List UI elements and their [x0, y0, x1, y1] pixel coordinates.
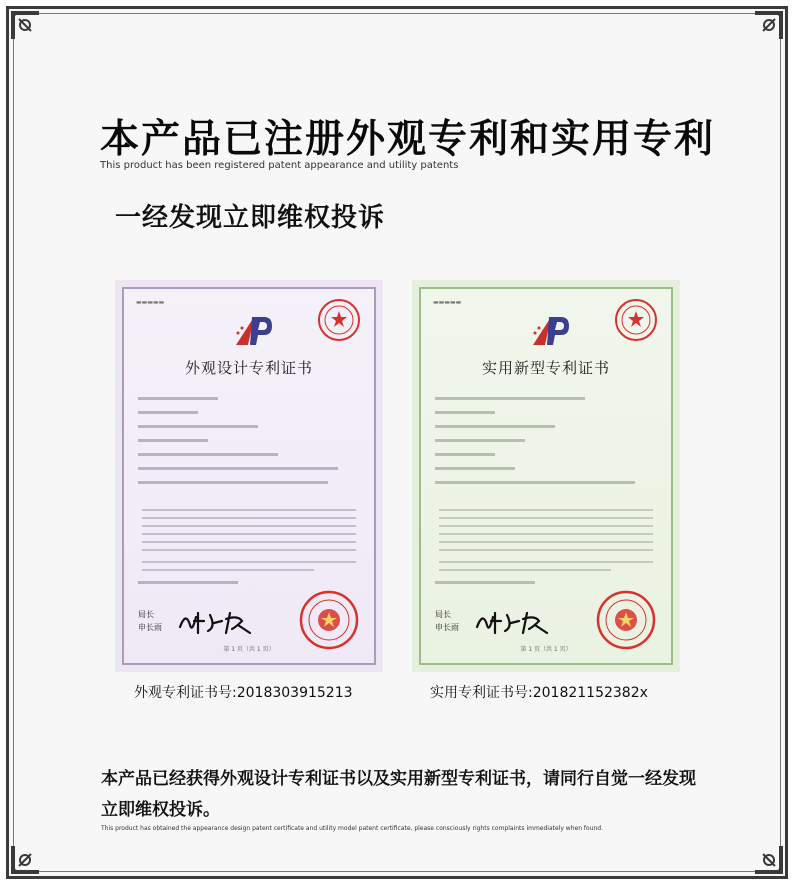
patent-office-logo-icon — [230, 311, 276, 351]
certificate-text-line — [142, 569, 314, 571]
certificate-field — [435, 397, 585, 400]
certificate-field — [435, 581, 535, 584]
corner-ornament-icon — [9, 9, 43, 43]
seal-stamp-icon — [316, 297, 362, 343]
footer-note-english: This product has obtained the appearance design patent certificate and utility model patent certificate, please consciously rights complaints immediately when found. — [101, 825, 604, 832]
seal-stamp-icon — [613, 297, 659, 343]
official-seal-icon — [298, 589, 360, 651]
certificate-text-line — [439, 549, 653, 551]
corner-ornament-icon — [751, 842, 785, 876]
certificate-number-line: ▬▬▬▬▬ — [433, 299, 462, 306]
certificate-text-line — [439, 569, 611, 571]
sign-title: 局长 — [138, 610, 154, 619]
certificate-field — [138, 581, 238, 584]
certificate-field — [138, 467, 338, 470]
certificate-field — [138, 397, 218, 400]
certificate-number-line: ▬▬▬▬▬ — [136, 299, 165, 306]
certificate-field — [435, 439, 525, 442]
certificate-text-line — [439, 561, 653, 563]
patent-office-logo-icon — [527, 311, 573, 351]
certificate-text-line — [439, 525, 653, 527]
sign-name: 申长雨 — [435, 623, 459, 632]
signature-icon — [473, 607, 553, 637]
sign-name: 申长雨 — [138, 623, 162, 632]
certificate-field — [435, 411, 495, 414]
corner-ornament-icon — [9, 842, 43, 876]
certificate-text-line — [142, 509, 356, 511]
certificate-text-line — [439, 509, 653, 511]
signature-icon — [176, 607, 256, 637]
certificate-page-number: 第 1 页（共 1 页） — [520, 646, 572, 653]
warning-heading: 一经发现立即维权投诉 — [115, 203, 386, 233]
certificate-text-line — [142, 525, 356, 527]
utility-certificate-number: 实用专利证书号:201821152382x — [430, 685, 648, 701]
certificate-title: 实用新型专利证书 — [481, 359, 610, 377]
certificate-field — [138, 453, 278, 456]
page-subtitle: This product has been registered patent appearance and utility patents — [100, 160, 459, 171]
design-certificate-number: 外观专利证书号:2018303915213 — [134, 685, 353, 701]
certificate-text-line — [142, 533, 356, 535]
certificate-field — [435, 467, 515, 470]
footer-note: 本产品已经获得外观设计专利证书以及实用新型专利证书，请同行自觉一经发现立即维权投诉。 — [101, 769, 696, 820]
certificate-field — [435, 425, 555, 428]
official-seal-icon — [595, 589, 657, 651]
certificate-field — [138, 481, 328, 484]
sign-title: 局长 — [435, 610, 451, 619]
certificate-field — [138, 425, 258, 428]
certificate-title: 外观设计专利证书 — [184, 359, 313, 377]
certificate-field — [435, 453, 495, 456]
certificate-field — [138, 411, 198, 414]
certificate-page-number: 第 1 页（共 1 页） — [223, 646, 275, 653]
certificate-border — [122, 287, 376, 665]
page-title: 本产品已注册外观专利和实用专利 — [100, 117, 716, 162]
corner-ornament-icon — [751, 9, 785, 43]
certificate-text-line — [439, 517, 653, 519]
design-patent-certificate — [115, 280, 383, 672]
certificate-text-line — [439, 533, 653, 535]
certificate-field — [435, 481, 635, 484]
certificate-text-line — [439, 541, 653, 543]
certificate-text-line — [142, 561, 356, 563]
certificate-text-line — [142, 541, 356, 543]
certificate-border — [419, 287, 673, 665]
certificate-text-line — [142, 517, 356, 519]
certificate-field — [138, 439, 208, 442]
utility-patent-certificate — [412, 280, 680, 672]
certificate-text-line — [142, 549, 356, 551]
